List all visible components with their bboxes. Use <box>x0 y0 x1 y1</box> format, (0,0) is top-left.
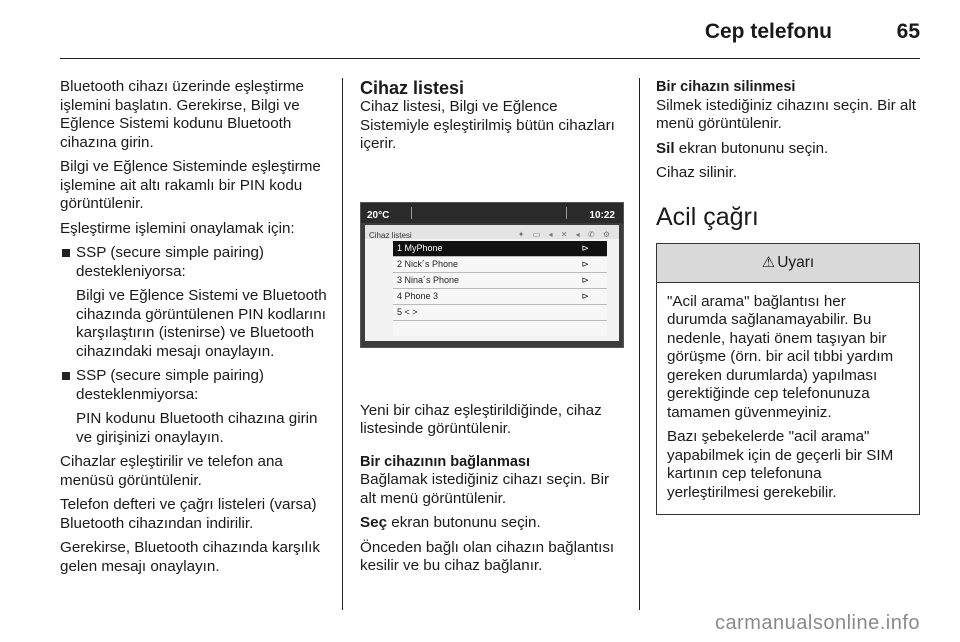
paragraph: Seç ekran butonunu seçin. <box>360 514 541 531</box>
paragraph: Cihazlar eşleştirilir ve telefon ana menüsü görüntülenir. <box>60 453 283 489</box>
device-list-item[interactable]: 1 MyPhone ⊳ <box>393 241 607 257</box>
watermark: carmanualsonline.info <box>714 612 920 634</box>
paragraph: Bluetooth cihazı üzerinde eşleştirme işlemini başlatın. Gerekirse, Bilgi ve Eğlence Sistemi kodunu Bluetooth cihazına girin. <box>60 78 304 151</box>
screen-title: Cihaz listesi <box>369 230 412 240</box>
screen-illustration <box>360 172 624 382</box>
sub-heading: Bir cihazın silinmesi <box>656 79 796 95</box>
bullet-subtext: Bilgi ve Eğlence Sistemi ve Bluetooth cihazında görüntülenen PIN kodlarını karşılaştırın (istenirse) ve Bluetooth cihazındaki mesajı onaylayın. <box>76 287 327 360</box>
paragraph: Bazı şebekelerde "acil arama" yapabilmek için de geçerli bir SIM kartının cep telefonuna yerleştirilmesi gerekebilir. <box>667 428 894 501</box>
paragraph: Cihaz listesi, Bilgi ve Eğlence Sistemiyle eşleştirilmiş bütün cihazları içerir. <box>360 98 615 152</box>
bullet-subtext: PIN kodunu Bluetooth cihazına girin ve girişinizi onaylayın. <box>76 410 318 446</box>
paragraph: Sil ekran butonunu seçin. <box>656 139 829 157</box>
warning-icon: ⚠ <box>761 253 776 271</box>
column-right <box>656 78 920 515</box>
screen-body <box>365 225 619 341</box>
section-heading: Cihaz listesi <box>360 78 465 98</box>
device-list-item[interactable]: 5 < > <box>393 305 607 321</box>
paragraph: Telefon defteri ve çağrı listeleri (varsa) Bluetooth cihazından indirilir. <box>60 496 317 532</box>
paragraph: Cihaz silinir. <box>656 164 738 181</box>
chevron-right-icon: ⊳ <box>581 258 589 269</box>
status-bar <box>361 203 623 223</box>
device-list-item[interactable]: 2 Nick´s Phone ⊳ <box>393 257 607 273</box>
device-list-item[interactable]: 3 Nina´s Phone ⊳ <box>393 273 607 289</box>
clock: 10:22 <box>589 209 615 221</box>
temperature: 20°C <box>367 209 390 221</box>
chevron-right-icon: ⊳ <box>581 274 589 285</box>
chevron-right-icon: ⊳ <box>581 242 589 253</box>
column-divider <box>342 78 343 610</box>
page-title: Cep telefonu <box>704 20 832 43</box>
paragraph: Gerekirse, Bluetooth cihazında karşılık gelen mesajı onaylayın. <box>60 539 320 575</box>
page-header <box>60 0 920 59</box>
page-number: 65 <box>896 20 920 43</box>
paragraph: Önceden bağlı olan cihazın bağlantısı kesilir ve bu cihaz bağlanır. <box>360 538 615 574</box>
paragraph: Yeni bir cihaz eşleştirildiğinde, cihaz listesinde görüntülenir. <box>360 401 602 437</box>
paragraph: Bilgi ve Eğlence Sisteminde eşleştirme işlemine ait altı rakamlı bir PIN kodu görüntülenir. <box>60 158 321 212</box>
device-list-item[interactable]: 4 Phone 3 ⊳ <box>393 289 607 305</box>
warning-header <box>657 244 919 283</box>
section-heading: Acil çağrı <box>656 202 759 231</box>
device-list-empty <box>393 321 607 336</box>
sub-heading: Bir cihazının bağlanması <box>360 453 531 470</box>
paragraph: Eşleştirme işlemini onaylamak için: <box>60 219 295 237</box>
screen-title-bar <box>365 225 619 239</box>
paragraph: Silmek istediğiniz cihazını seçin. Bir alt menü görüntülenir. <box>656 96 916 132</box>
paragraph: "Acil arama" bağlantısı her durumda sağlanamayabilir. Bu nedenle, hayati önem taşıyan bir görüşme (örn. bir acil tıbbi yardım gereken durumlarda) yapılması gerektiğinde cep telefonunuza tamamen güvenmeyiniz. <box>667 292 894 421</box>
paragraph: Bağlamak istediğiniz cihazı seçin. Bir alt menü görüntülenir. <box>360 471 610 507</box>
warning-box <box>656 243 920 516</box>
column-middle <box>360 78 628 582</box>
chevron-right-icon: ⊳ <box>581 290 589 301</box>
column-left <box>60 78 328 582</box>
bullet-item: SSP (secure simple pairing) destekleniyorsa: <box>60 244 328 281</box>
warning-title: Uyarı <box>777 253 815 271</box>
infotainment-screen <box>360 202 624 348</box>
warning-body <box>657 283 919 515</box>
device-list <box>393 241 607 336</box>
status-icons: ✦ ▭ ◂ ✕ ◂ ✆ ⚙ <box>517 229 613 239</box>
bullet-item: SSP (secure simple pairing) desteklenmiyorsa: <box>60 367 328 404</box>
column-divider <box>639 78 640 610</box>
